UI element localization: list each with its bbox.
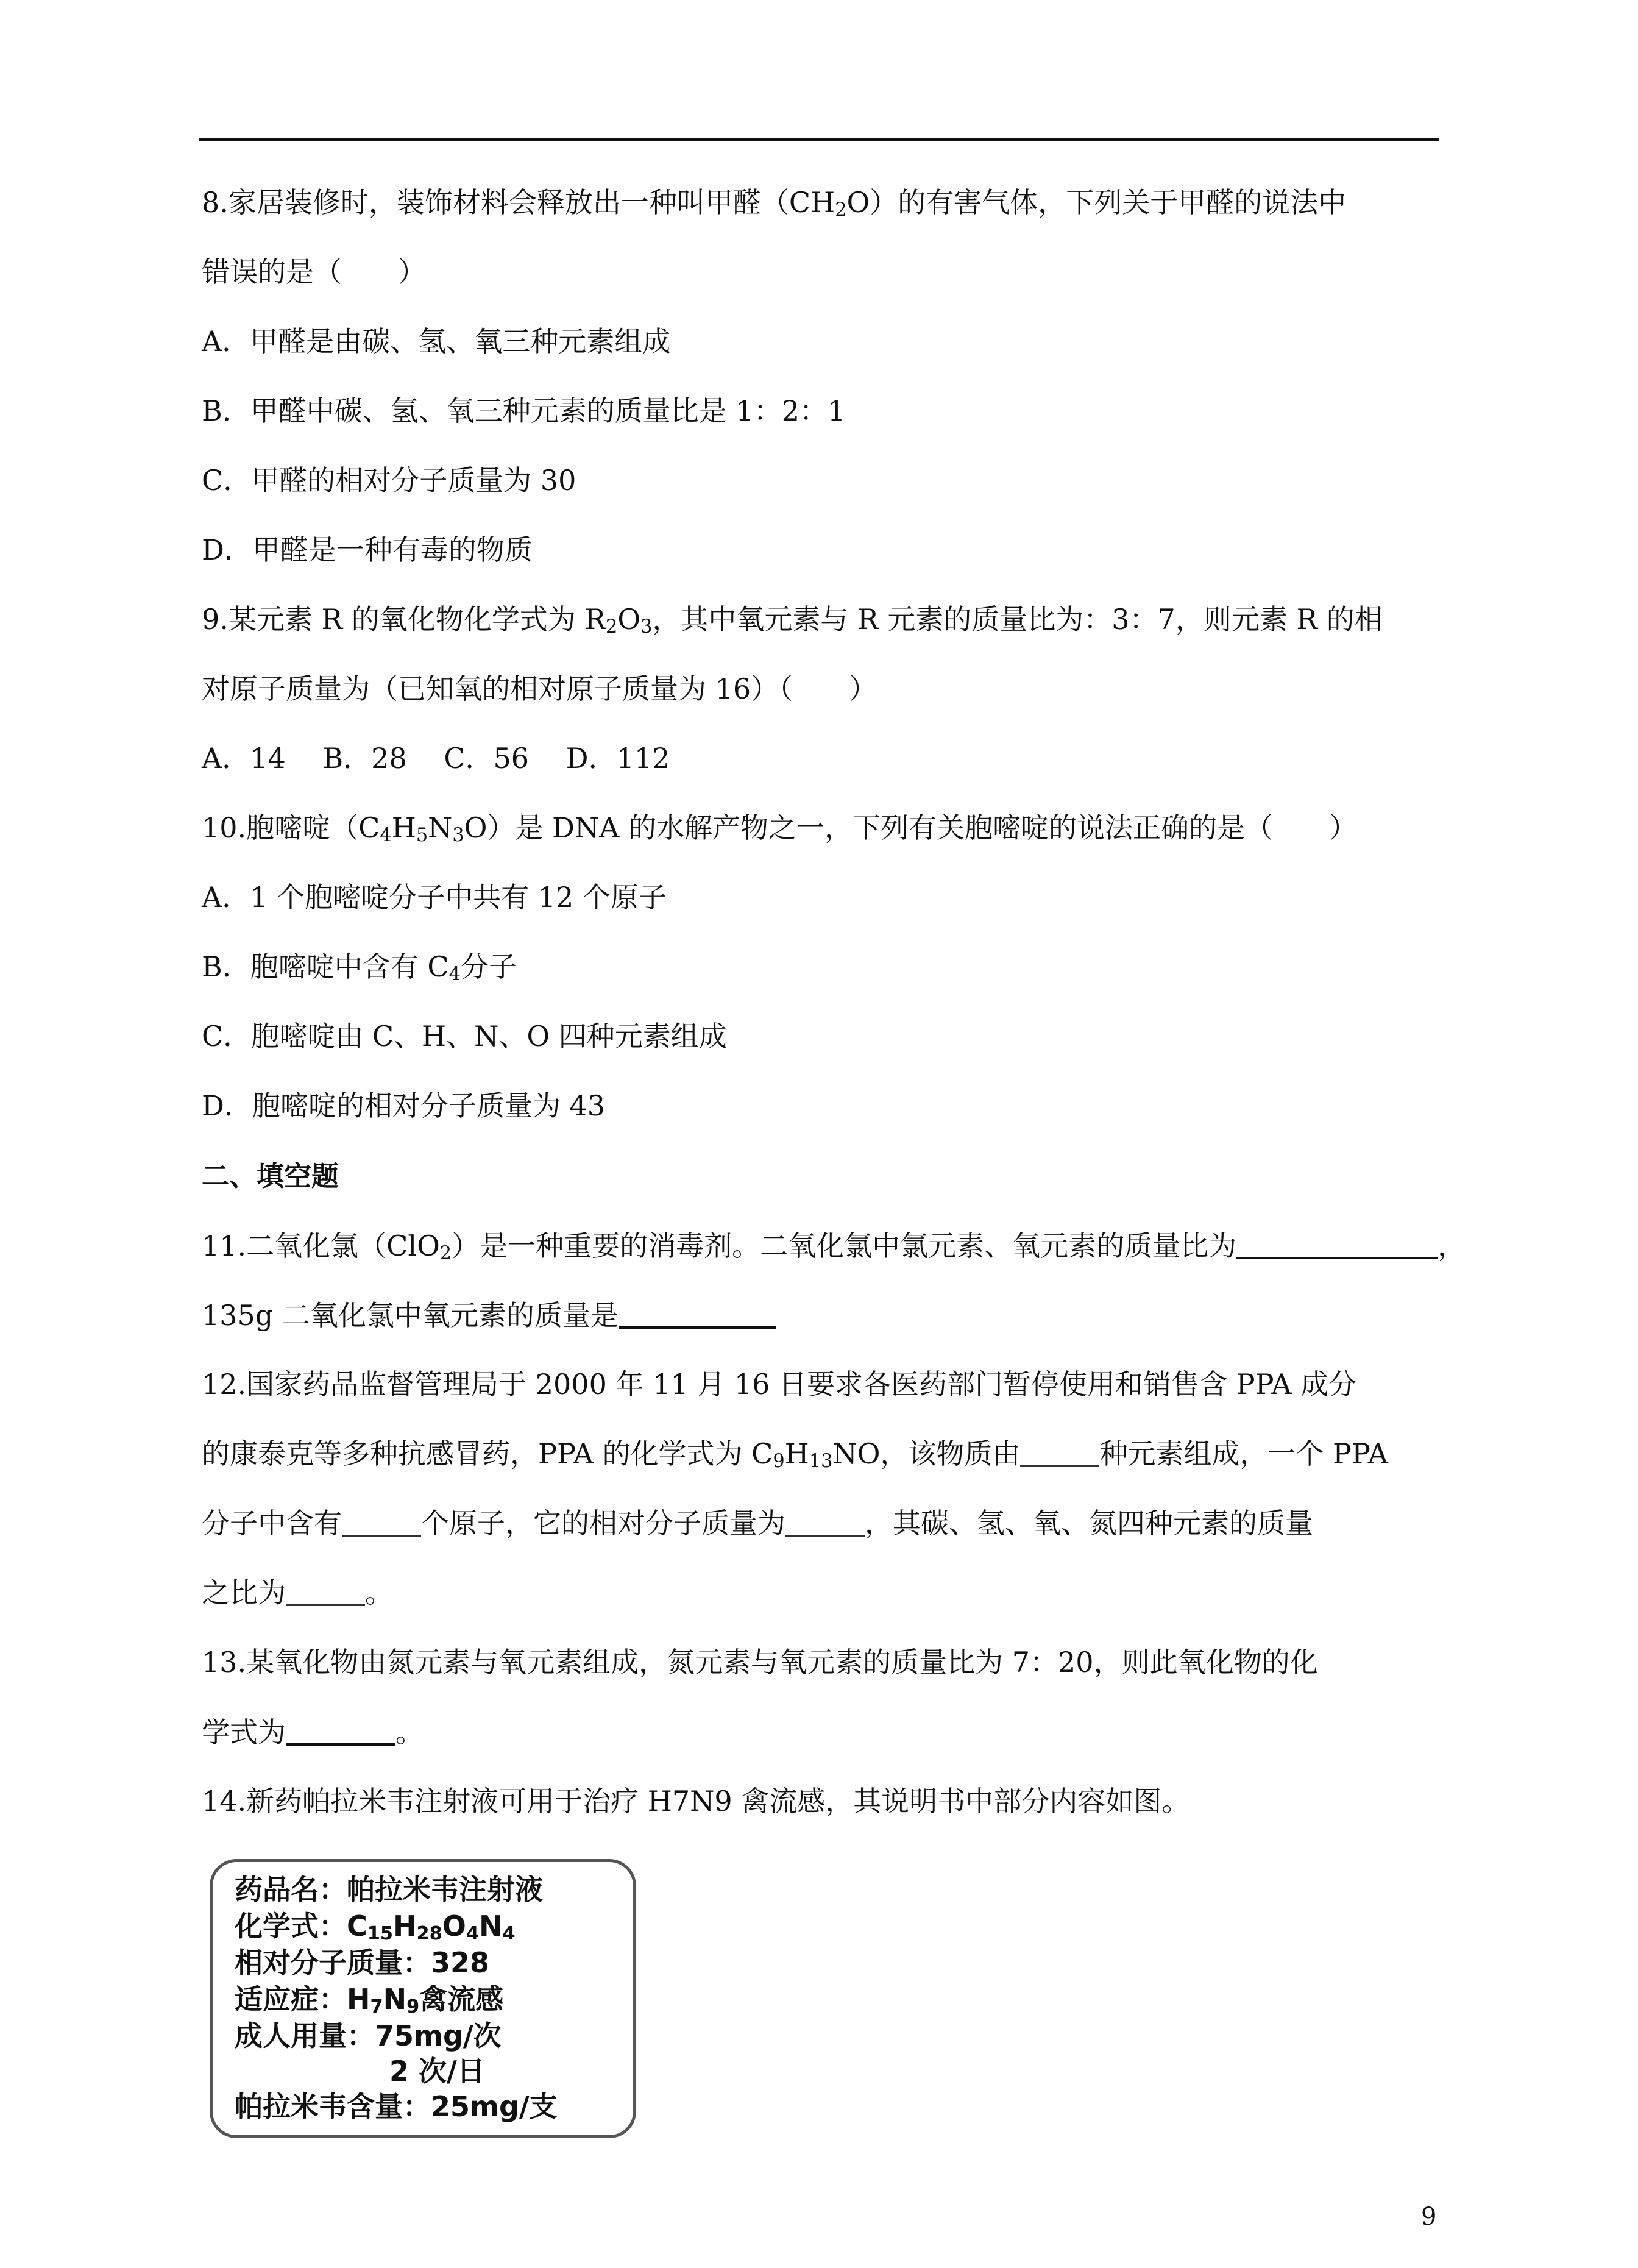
drug-content: 帕拉米韦含量：25mg/支	[235, 2090, 558, 2123]
q13-line1: 13.某氧化物由氮元素与氧元素组成，氮元素与氧元素的质量比为 7：20，则此氧化物的化	[202, 1646, 1318, 1679]
header-rule	[199, 138, 1439, 141]
drug-molecular-mass: 相对分子质量：328	[235, 1946, 490, 1979]
q10-option-c: C．胞嘧啶由 C、H、N、O 四种元素组成	[202, 1020, 727, 1053]
q9-stem-line2: 对原子质量为（已知氧的相对原子质量为 16）（ ）	[202, 672, 878, 705]
q10-stem: 10.胞嘧啶$(C_4H_5N_3O)$是 DNA 的水解产物之一，下列有关胞嘧啶的说法正确的是（ ）	[202, 811, 1358, 847]
drug-formula: 化学式：$C_{15}H_{28}O_4N_4$	[235, 1910, 516, 1945]
q13-blank-formula[interactable]	[286, 1715, 395, 1746]
q8-stem-line2: 错误的是（ ）	[202, 255, 426, 288]
q12-line1: 12.国家药品监督管理局于 2000 年 11 月 16 日要求各医药部门暂停使用和销售含 PPA 成分	[202, 1368, 1357, 1401]
section-title: 二、填空题	[202, 1160, 339, 1192]
q12-blank-atoms[interactable]	[342, 1507, 421, 1537]
q12-line2: 的康泰克等多种抗感冒药，PPA 的化学式为 $C_9H_{13}NO$，该物质由 种元素组成，一个 PPA	[202, 1437, 1388, 1473]
q12-line4: 之比为 。	[202, 1576, 393, 1609]
q10-option-d: D．胞嘧啶的相对分子质量为 43	[202, 1089, 606, 1122]
q9-options: A．14 B．28 C．56 D．112	[202, 742, 670, 775]
q11-line1: 11.二氧化氯（ClO$_2$）是一种重要的消毒剂。二氧化氯中氯元素、氧元素的质量比为 ，	[202, 1229, 1466, 1265]
drug-indication: 适应症：$H_7N_9$禽流感	[235, 1983, 504, 2018]
q10-option-a: A．1 个胞嘧啶分子中共有 12 个原子	[202, 881, 667, 914]
q10-option-b: B．胞嘧啶中含有 $C_4$分子	[202, 950, 517, 986]
q13-line2: 学式为 。	[202, 1716, 424, 1749]
q8-stem-line1: 8.家居装修时，装饰材料会释放出一种叫甲醛$(CH_2O)$的有害气体，下列关于甲醛的说法中	[202, 186, 1347, 221]
q8-option-a: A．甲醛是由碳、氢、氧三种元素组成	[202, 325, 671, 358]
drug-name: 药品名：帕拉米韦注射液	[235, 1873, 543, 1906]
q11-blank-ratio[interactable]	[1236, 1229, 1438, 1259]
drug-frequency: 2 次/日	[389, 2055, 485, 2088]
q8-option-c: C．甲醛的相对分子质量为 30	[202, 464, 576, 497]
q11-line2: 135g 二氧化氯中氧元素的质量是	[202, 1298, 776, 1332]
q12-blank-mass-ratio[interactable]	[286, 1576, 365, 1606]
q14-line1: 14.新药帕拉米韦注射液可用于治疗 H7N9 禽流感，其说明书中部分内容如图。	[202, 1785, 1190, 1818]
page-number: 9	[1421, 2203, 1437, 2231]
q8-option-d: D．甲醛是一种有毒的物质	[202, 533, 533, 566]
q11-blank-oxygen-mass[interactable]	[619, 1298, 776, 1329]
q12-blank-elements[interactable]	[1020, 1437, 1099, 1467]
q12-blank-molar-mass[interactable]	[785, 1507, 865, 1537]
drug-adult-dose: 成人用量：75mg/次	[235, 2019, 502, 2052]
q9-stem-line1: 9.某元素 R 的氧化物化学式为 $R_2O_3$，其中氧元素与 R 元素的质量比为：3：7，则元素 R 的相	[202, 603, 1383, 638]
q8-option-b: B．甲醛中碳、氢、氧三种元素的质量比是 1：2：1	[202, 394, 846, 427]
q12-line3: 分子中含有 个原子，它的相对分子质量为 ，其碳、氢、氧、氮四种元素的质量	[202, 1507, 1313, 1540]
drug-label-box	[210, 1859, 636, 2138]
